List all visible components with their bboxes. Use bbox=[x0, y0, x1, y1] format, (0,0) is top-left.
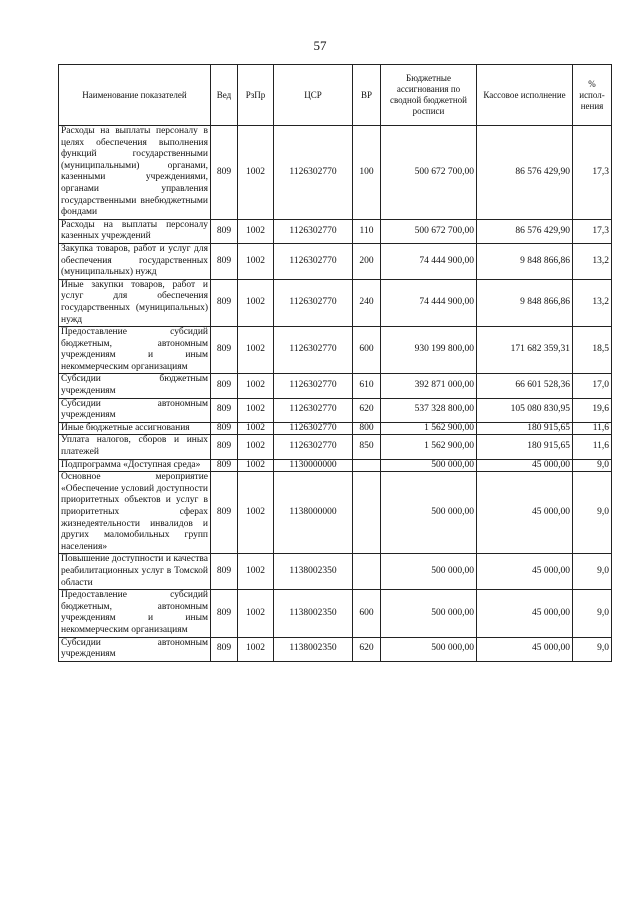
row-name: Основное мероприятие «Обеспечение условий доступности приоритетных объектов и услуг в приоритетных сферах жизнедеятельности инвалидов и других маломобильных групп населения» bbox=[59, 472, 211, 554]
row-ved: 809 bbox=[211, 219, 238, 243]
row-csr: 1138002350 bbox=[274, 554, 353, 590]
row-budget: 930 199 800,00 bbox=[381, 327, 477, 374]
row-ved: 809 bbox=[211, 590, 238, 637]
row-cash: 86 576 429,90 bbox=[477, 126, 573, 220]
row-pct: 9,0 bbox=[573, 590, 612, 637]
row-csr: 1126302770 bbox=[274, 279, 353, 326]
row-csr: 1126302770 bbox=[274, 243, 353, 279]
row-cash: 45 000,00 bbox=[477, 590, 573, 637]
row-cash: 180 915,65 bbox=[477, 435, 573, 459]
row-cash: 45 000,00 bbox=[477, 554, 573, 590]
row-csr: 1126302770 bbox=[274, 374, 353, 398]
row-vr: 200 bbox=[353, 243, 381, 279]
row-csr: 1126302770 bbox=[274, 398, 353, 422]
header-pct: % испол-нения bbox=[573, 65, 612, 126]
row-vr: 600 bbox=[353, 327, 381, 374]
table-row bbox=[59, 472, 612, 554]
row-cash: 45 000,00 bbox=[477, 637, 573, 661]
row-pct: 17,0 bbox=[573, 374, 612, 398]
row-pct: 9,0 bbox=[573, 554, 612, 590]
row-rzpr: 1002 bbox=[238, 126, 274, 220]
row-pct: 17,3 bbox=[573, 219, 612, 243]
row-pct: 13,2 bbox=[573, 243, 612, 279]
row-ved: 809 bbox=[211, 472, 238, 554]
row-name: Предоставление субсидий бюджетным, автономным учреждениям и иным некоммерческим организациям bbox=[59, 327, 211, 374]
row-budget: 74 444 900,00 bbox=[381, 279, 477, 326]
table-row bbox=[59, 554, 612, 590]
row-vr bbox=[353, 554, 381, 590]
table-row bbox=[59, 637, 612, 661]
row-rzpr: 1002 bbox=[238, 374, 274, 398]
row-budget: 537 328 800,00 bbox=[381, 398, 477, 422]
row-vr: 610 bbox=[353, 374, 381, 398]
header-budget: Бюджетные ассигнования по сводной бюджетной росписи bbox=[381, 65, 477, 126]
row-pct: 9,0 bbox=[573, 637, 612, 661]
table-row bbox=[59, 590, 612, 637]
row-name: Повышение доступности и качества реабилитационных услуг в Томской области bbox=[59, 554, 211, 590]
row-ved: 809 bbox=[211, 243, 238, 279]
row-budget: 500 672 700,00 bbox=[381, 219, 477, 243]
row-csr: 1126302770 bbox=[274, 435, 353, 459]
row-csr: 1130000000 bbox=[274, 459, 353, 472]
row-cash: 171 682 359,31 bbox=[477, 327, 573, 374]
row-rzpr: 1002 bbox=[238, 279, 274, 326]
row-vr: 800 bbox=[353, 422, 381, 435]
row-vr: 110 bbox=[353, 219, 381, 243]
row-rzpr: 1002 bbox=[238, 398, 274, 422]
row-rzpr: 1002 bbox=[238, 219, 274, 243]
row-rzpr: 1002 bbox=[238, 554, 274, 590]
header-name: Наименование показателей bbox=[59, 65, 211, 126]
row-cash: 180 915,65 bbox=[477, 422, 573, 435]
row-budget: 500 000,00 bbox=[381, 637, 477, 661]
row-ved: 809 bbox=[211, 637, 238, 661]
table-body bbox=[59, 126, 612, 662]
row-csr: 1138002350 bbox=[274, 590, 353, 637]
row-cash: 9 848 866,86 bbox=[477, 279, 573, 326]
row-ved: 809 bbox=[211, 374, 238, 398]
row-pct: 11,6 bbox=[573, 422, 612, 435]
row-name: Расходы на выплаты персоналу казенных учреждений bbox=[59, 219, 211, 243]
table-row bbox=[59, 435, 612, 459]
row-name: Субсидии автономным учреждениям bbox=[59, 637, 211, 661]
table-row bbox=[59, 327, 612, 374]
table-row bbox=[59, 459, 612, 472]
row-ved: 809 bbox=[211, 435, 238, 459]
row-vr: 100 bbox=[353, 126, 381, 220]
table-row bbox=[59, 279, 612, 326]
row-cash: 105 080 830,95 bbox=[477, 398, 573, 422]
row-pct: 19,6 bbox=[573, 398, 612, 422]
row-rzpr: 1002 bbox=[238, 243, 274, 279]
table-row bbox=[59, 398, 612, 422]
row-budget: 1 562 900,00 bbox=[381, 422, 477, 435]
budget-execution-table bbox=[58, 64, 612, 662]
row-pct: 18,5 bbox=[573, 327, 612, 374]
row-csr: 1126302770 bbox=[274, 327, 353, 374]
row-ved: 809 bbox=[211, 459, 238, 472]
row-ved: 809 bbox=[211, 422, 238, 435]
row-cash: 45 000,00 bbox=[477, 459, 573, 472]
row-rzpr: 1002 bbox=[238, 327, 274, 374]
row-name: Подпрограмма «Доступная среда» bbox=[59, 459, 211, 472]
header-vr: ВР bbox=[353, 65, 381, 126]
row-budget: 392 871 000,00 bbox=[381, 374, 477, 398]
row-ved: 809 bbox=[211, 327, 238, 374]
row-csr: 1138002350 bbox=[274, 637, 353, 661]
row-vr: 620 bbox=[353, 398, 381, 422]
row-pct: 13,2 bbox=[573, 279, 612, 326]
row-csr: 1126302770 bbox=[274, 219, 353, 243]
table-row bbox=[59, 219, 612, 243]
table-header-row bbox=[59, 65, 612, 126]
header-ved: Вед bbox=[211, 65, 238, 126]
row-rzpr: 1002 bbox=[238, 435, 274, 459]
row-csr: 1138000000 bbox=[274, 472, 353, 554]
row-cash: 86 576 429,90 bbox=[477, 219, 573, 243]
row-pct: 9,0 bbox=[573, 459, 612, 472]
row-budget: 500 000,00 bbox=[381, 590, 477, 637]
header-csr: ЦСР bbox=[274, 65, 353, 126]
row-rzpr: 1002 bbox=[238, 590, 274, 637]
row-rzpr: 1002 bbox=[238, 472, 274, 554]
row-pct: 17,3 bbox=[573, 126, 612, 220]
table-row bbox=[59, 374, 612, 398]
row-vr: 620 bbox=[353, 637, 381, 661]
row-pct: 11,6 bbox=[573, 435, 612, 459]
row-name: Закупка товаров, работ и услуг для обеспечения государственных (муниципальных) нужд bbox=[59, 243, 211, 279]
row-budget: 500 000,00 bbox=[381, 554, 477, 590]
row-budget: 500 000,00 bbox=[381, 472, 477, 554]
row-csr: 1126302770 bbox=[274, 126, 353, 220]
header-cash: Кассовое исполнение bbox=[477, 65, 573, 126]
row-rzpr: 1002 bbox=[238, 422, 274, 435]
table-row bbox=[59, 243, 612, 279]
row-name: Иные закупки товаров, работ и услуг для обеспечения государственных (муниципальных) нужд bbox=[59, 279, 211, 326]
row-ved: 809 bbox=[211, 398, 238, 422]
row-rzpr: 1002 bbox=[238, 637, 274, 661]
row-vr bbox=[353, 459, 381, 472]
row-rzpr: 1002 bbox=[238, 459, 274, 472]
row-ved: 809 bbox=[211, 279, 238, 326]
row-budget: 1 562 900,00 bbox=[381, 435, 477, 459]
row-vr: 600 bbox=[353, 590, 381, 637]
row-budget: 74 444 900,00 bbox=[381, 243, 477, 279]
row-cash: 9 848 866,86 bbox=[477, 243, 573, 279]
row-name: Уплата налогов, сборов и иных платежей bbox=[59, 435, 211, 459]
row-name: Иные бюджетные ассигнования bbox=[59, 422, 211, 435]
table-row bbox=[59, 126, 612, 220]
row-budget: 500 672 700,00 bbox=[381, 126, 477, 220]
page-number: 57 bbox=[313, 38, 327, 53]
row-ved: 809 bbox=[211, 554, 238, 590]
row-budget: 500 000,00 bbox=[381, 459, 477, 472]
row-vr: 240 bbox=[353, 279, 381, 326]
row-vr: 850 bbox=[353, 435, 381, 459]
table-row bbox=[59, 422, 612, 435]
row-pct: 9,0 bbox=[573, 472, 612, 554]
row-name: Предоставление субсидий бюджетным, автономным учреждениям и иным некоммерческим организациям bbox=[59, 590, 211, 637]
row-ved: 809 bbox=[211, 126, 238, 220]
row-cash: 45 000,00 bbox=[477, 472, 573, 554]
header-rzpr: РзПр bbox=[238, 65, 274, 126]
row-name: Субсидии автономным учреждениям bbox=[59, 398, 211, 422]
row-name: Расходы на выплаты персоналу в целях обеспечения выполнения функций государственными (муниципальными) органами, казенными учреждениями, органами управления государственными внебюджетными фондами bbox=[59, 126, 211, 220]
row-csr: 1126302770 bbox=[274, 422, 353, 435]
row-cash: 66 601 528,36 bbox=[477, 374, 573, 398]
row-name: Субсидии бюджетным учреждениям bbox=[59, 374, 211, 398]
row-vr bbox=[353, 472, 381, 554]
